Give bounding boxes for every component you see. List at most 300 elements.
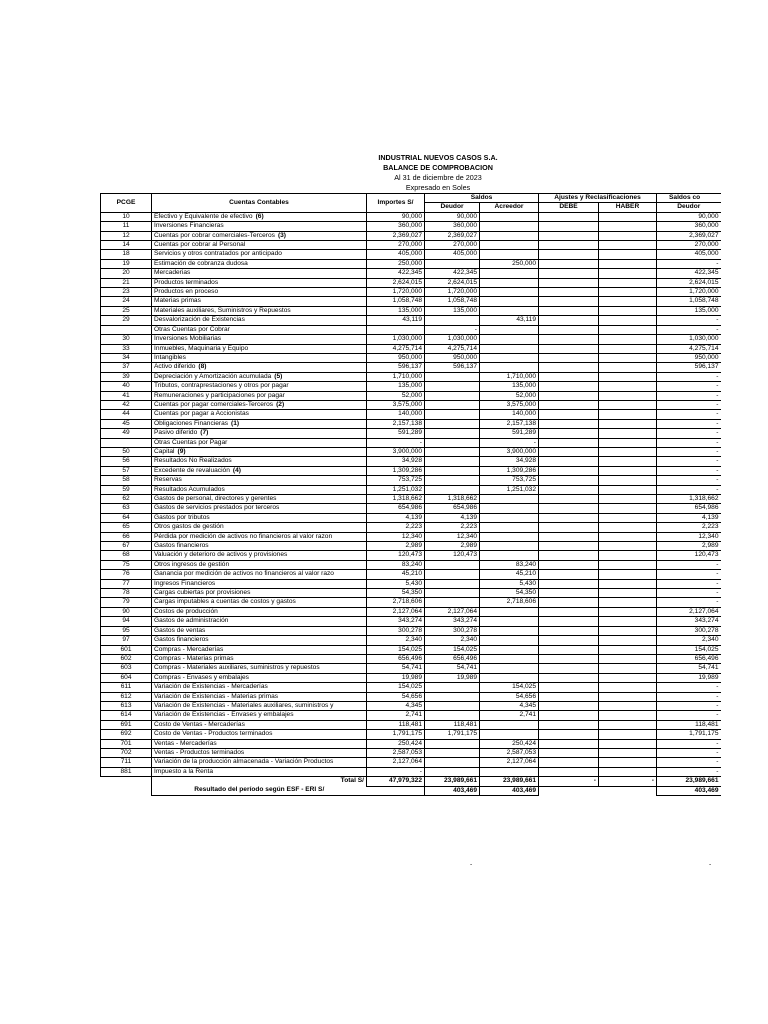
importe: 2,127,064 (367, 758, 425, 767)
saldo-final: - (657, 692, 721, 701)
saldo-final: 2,127,064 (657, 607, 721, 616)
ajuste-haber (599, 673, 657, 682)
saldo-final: - (657, 476, 721, 485)
ajuste-debe (539, 269, 599, 278)
saldo-acreedor (480, 212, 539, 221)
ajuste-debe (539, 739, 599, 748)
importe: 120,473 (367, 551, 425, 560)
table-row (101, 579, 721, 588)
table-row (101, 438, 721, 447)
saldo-deudor: 656,496 (425, 654, 480, 663)
pcge-code: 612 (101, 692, 152, 701)
saldo-acreedor (480, 607, 539, 616)
account-name (152, 711, 367, 720)
saldo-final: - (657, 391, 721, 400)
account-name-text: Estimación de cobranza dudosa (154, 259, 248, 267)
ajuste-debe (539, 683, 599, 692)
ajuste-debe (539, 711, 599, 720)
saldo-acreedor (480, 720, 539, 729)
saldo-acreedor: 83,240 (480, 560, 539, 569)
saldo-deudor: 1,720,000 (425, 288, 480, 297)
account-name (152, 748, 367, 757)
ajuste-debe (539, 353, 599, 362)
report-titles (300, 153, 576, 193)
table-row (101, 551, 721, 560)
account-name (152, 391, 367, 400)
importe: 52,000 (367, 391, 425, 400)
note-ref: (1) (231, 419, 240, 427)
ajuste-debe (539, 297, 599, 306)
ajuste-debe (539, 306, 599, 315)
importe: 45,210 (367, 570, 425, 579)
saldo-deudor: 54,741 (425, 664, 480, 673)
table-row (101, 325, 721, 334)
account-name-text: Efectivo y Equivalente de efectivo (154, 212, 253, 220)
ajuste-haber (599, 617, 657, 626)
result-empty-2 (367, 786, 425, 795)
saldo-deudor: 2,127,064 (425, 607, 480, 616)
table-row (101, 306, 721, 315)
saldo-deudor (425, 372, 480, 381)
ajuste-haber (599, 532, 657, 541)
saldo-acreedor: 1,251,032 (480, 485, 539, 494)
importe: 950,000 (367, 353, 425, 362)
account-name-text: Cuentas por cobrar al Personal (154, 241, 246, 249)
saldo-acreedor: 2,157,138 (480, 419, 539, 428)
account-name (152, 560, 367, 569)
saldo-deudor (425, 476, 480, 485)
saldo-acreedor (480, 335, 539, 344)
ajuste-debe (539, 560, 599, 569)
account-name (152, 410, 367, 419)
importe: 12,340 (367, 532, 425, 541)
table-body (101, 212, 721, 776)
saldo-acreedor (480, 730, 539, 739)
importe: 54,350 (367, 589, 425, 598)
ajuste-debe (539, 400, 599, 409)
account-name (152, 720, 367, 729)
totals-label: Total S/ (152, 777, 367, 786)
importe: 1,030,000 (367, 335, 425, 344)
account-name-text: Valuación y deterioro de activos y provisiones (154, 551, 288, 559)
account-name (152, 269, 367, 278)
account-name (152, 513, 367, 522)
table-row (101, 560, 721, 569)
table-row (101, 720, 721, 729)
saldo-final: 360,000 (657, 222, 721, 231)
saldo-deudor (425, 457, 480, 466)
saldo-deudor (425, 683, 480, 692)
saldo-deudor (425, 382, 480, 391)
saldo-deudor (425, 560, 480, 569)
ajuste-debe (539, 476, 599, 485)
account-name-text: Desvalorización de Existencias (154, 316, 245, 324)
saldo-deudor (425, 579, 480, 588)
ajuste-haber (599, 701, 657, 710)
note-ref: (4) (232, 466, 241, 474)
account-name-text: Costo de Ventas - Mercaderías (154, 720, 245, 728)
pcge-code: 692 (101, 730, 152, 739)
account-name-text: Cargas cubiertas por provisiones (154, 589, 251, 597)
ajuste-haber (599, 335, 657, 344)
table-row (101, 767, 721, 776)
saldo-acreedor (480, 250, 539, 259)
saldo-final: - (657, 438, 721, 447)
saldo-acreedor: 591,289 (480, 429, 539, 438)
table-row (101, 748, 721, 757)
importe: 2,369,027 (367, 231, 425, 240)
saldo-deudor (425, 316, 480, 325)
account-name-text: Compras - Envases y embalajes (154, 673, 249, 681)
ajuste-haber (599, 419, 657, 428)
account-name (152, 758, 367, 767)
saldo-acreedor: 2,741 (480, 711, 539, 720)
saldo-deudor (425, 767, 480, 776)
account-name-text: Tributos, contraprestaciones y otros por pagar (154, 382, 289, 390)
saldo-final: 270,000 (657, 241, 721, 250)
saldo-final: 19,989 (657, 673, 721, 682)
importe: - (367, 438, 425, 447)
account-name-text: Gastos de administración (154, 617, 229, 625)
table-row (101, 673, 721, 682)
col-saldos: Saldos (425, 194, 539, 203)
saldo-deudor (425, 447, 480, 456)
importe: 135,000 (367, 306, 425, 315)
saldo-final: 405,000 (657, 250, 721, 259)
ajuste-haber (599, 711, 657, 720)
account-name (152, 353, 367, 362)
account-name (152, 344, 367, 353)
report-date: Al 31 de diciembre de 2023 (394, 173, 482, 182)
saldo-acreedor: 2,587,053 (480, 748, 539, 757)
table-row (101, 589, 721, 598)
account-name (152, 767, 367, 776)
importe: 2,741 (367, 711, 425, 720)
pcge-code: 39 (101, 372, 152, 381)
saldo-final: - (657, 598, 721, 607)
saldo-acreedor: 34,928 (480, 457, 539, 466)
saldo-deudor: 422,345 (425, 269, 480, 278)
totals-acreedor: 23,989,661 (480, 777, 539, 786)
importe: 405,000 (367, 250, 425, 259)
account-name (152, 476, 367, 485)
account-name (152, 664, 367, 673)
ajuste-haber (599, 523, 657, 532)
ajuste-haber (599, 316, 657, 325)
pcge-code: 24 (101, 297, 152, 306)
ajuste-haber (599, 222, 657, 231)
ajuste-debe (539, 570, 599, 579)
ajuste-haber (599, 278, 657, 287)
account-name-text: Remuneraciones y participaciones por pagar (154, 391, 285, 399)
saldo-final: 154,025 (657, 645, 721, 654)
importe: 1,791,175 (367, 730, 425, 739)
account-name-text: Costo de Ventas - Productos terminados (154, 730, 273, 738)
table-row (101, 654, 721, 663)
account-name-text: Cargas imputables a cuentas de costos y gastos (154, 598, 296, 606)
pcge-code: 33 (101, 344, 152, 353)
pcge-code: 94 (101, 617, 152, 626)
pcge-code: 40 (101, 382, 152, 391)
ajuste-debe (539, 466, 599, 475)
pcge-code: 42 (101, 400, 152, 409)
importe: 591,289 (367, 429, 425, 438)
importe: 4,275,714 (367, 344, 425, 353)
table-row (101, 758, 721, 767)
saldo-deudor: - (425, 325, 480, 334)
pcge-code: 65 (101, 523, 152, 532)
ajuste-haber (599, 683, 657, 692)
account-name (152, 222, 367, 231)
saldo-deudor (425, 739, 480, 748)
saldo-final: - (657, 400, 721, 409)
account-name-text: Materiales auxiliares, Suministros y Repuestos (154, 306, 291, 314)
account-name (152, 363, 367, 372)
importe: 83,240 (367, 560, 425, 569)
ajuste-haber (599, 495, 657, 504)
saldo-final: 422,345 (657, 269, 721, 278)
saldo-acreedor: 43,119 (480, 316, 539, 325)
totals-empty (101, 777, 152, 786)
saldo-acreedor (480, 363, 539, 372)
saldo-acreedor (480, 673, 539, 682)
saldo-deudor: 90,000 (425, 212, 480, 221)
account-name-text: Variación de Existencias - Materiales auxiliares, suministros y (154, 701, 334, 709)
pcge-code: 19 (101, 259, 152, 268)
saldo-final: - (657, 316, 721, 325)
importe: 3,575,000 (367, 400, 425, 409)
saldo-acreedor (480, 231, 539, 240)
saldo-deudor: 2,624,015 (425, 278, 480, 287)
totals-debe: - (539, 777, 599, 786)
account-name-text: Gastos por tributos (154, 513, 210, 521)
table-row (101, 466, 721, 475)
pcge-code: 58 (101, 476, 152, 485)
saldo-deudor: 12,340 (425, 532, 480, 541)
ajuste-debe (539, 523, 599, 532)
table-row (101, 523, 721, 532)
ajuste-debe (539, 485, 599, 494)
below-dash-1: - (470, 861, 473, 868)
account-name-text: Ingresos Financieros (154, 579, 216, 587)
ajuste-debe (539, 598, 599, 607)
saldo-final: - (657, 325, 721, 334)
account-name (152, 447, 367, 456)
ajuste-haber (599, 466, 657, 475)
account-name-text: Variación de la producción almacenada - Variación Productos (154, 758, 334, 766)
saldo-deudor (425, 570, 480, 579)
pcge-code: 11 (101, 222, 152, 231)
trial-balance-table (100, 193, 721, 796)
ajuste-haber (599, 513, 657, 522)
pcge-code: 34 (101, 353, 152, 362)
importe: 19,989 (367, 673, 425, 682)
account-name (152, 485, 367, 494)
saldo-deudor: 19,989 (425, 673, 480, 682)
importe: 2,718,606 (367, 598, 425, 607)
ajuste-haber (599, 579, 657, 588)
account-name-text: Pasivo diferido (154, 429, 198, 437)
table-row (101, 400, 721, 409)
saldo-final: - (657, 259, 721, 268)
col-acreedor: Acreedor (480, 203, 539, 212)
ajuste-debe (539, 363, 599, 372)
ajuste-debe (539, 457, 599, 466)
ajuste-haber (599, 382, 657, 391)
ajuste-debe (539, 589, 599, 598)
saldo-final: 596,137 (657, 363, 721, 372)
importe: 1,720,000 (367, 288, 425, 297)
note-ref: (3) (277, 231, 286, 239)
account-name (152, 570, 367, 579)
ajuste-debe (539, 391, 599, 400)
table-row (101, 250, 721, 259)
ajuste-haber (599, 400, 657, 409)
account-name (152, 645, 367, 654)
account-name-text: Gastos de servicios prestados por terceros (154, 504, 280, 512)
totals-haber: - (599, 777, 657, 786)
saldo-deudor (425, 701, 480, 710)
table-row (101, 297, 721, 306)
saldo-deudor: 1,318,662 (425, 495, 480, 504)
ajuste-debe (539, 617, 599, 626)
col-pcge: PCGE (101, 194, 152, 213)
account-name-text: Resultados No Realizados (154, 457, 232, 465)
account-name (152, 607, 367, 616)
ajuste-haber (599, 306, 657, 315)
table-row (101, 542, 721, 551)
saldo-final: - (657, 457, 721, 466)
account-name (152, 673, 367, 682)
account-name-text: Depreciación y Amortización acumulada (154, 372, 272, 380)
table-row (101, 316, 721, 325)
account-name-text: Mercaderias (154, 269, 191, 277)
saldo-final: 654,986 (657, 504, 721, 513)
importe: 300,278 (367, 626, 425, 635)
ajuste-debe (539, 212, 599, 221)
ajuste-haber (599, 570, 657, 579)
importe: 135,000 (367, 382, 425, 391)
ajuste-debe (539, 579, 599, 588)
importe: 140,000 (367, 410, 425, 419)
saldo-acreedor: 3,900,000 (480, 447, 539, 456)
account-name (152, 325, 367, 334)
importe: 1,309,286 (367, 466, 425, 475)
pcge-code: 90 (101, 607, 152, 616)
account-name-text: Gastos financieros (154, 542, 209, 550)
saldo-final: 1,720,000 (657, 288, 721, 297)
account-name-text: Compras - Materias primas (154, 654, 234, 662)
totals-deudor: 23,989,661 (425, 777, 480, 786)
table-row (101, 457, 721, 466)
ajuste-debe (539, 504, 599, 513)
table-row (101, 513, 721, 522)
ajuste-haber (599, 269, 657, 278)
saldo-final: 343,274 (657, 617, 721, 626)
importe: 360,000 (367, 222, 425, 231)
account-name-text: Activo diferido (154, 363, 196, 371)
saldo-acreedor (480, 645, 539, 654)
saldo-acreedor (480, 532, 539, 541)
saldo-acreedor (480, 767, 539, 776)
saldo-deudor (425, 485, 480, 494)
importe: 1,318,662 (367, 495, 425, 504)
saldo-acreedor: 4,345 (480, 701, 539, 710)
importe: 422,345 (367, 269, 425, 278)
pcge-code: 79 (101, 598, 152, 607)
ajuste-debe (539, 288, 599, 297)
saldo-final: 300,278 (657, 626, 721, 635)
ajuste-haber (599, 664, 657, 673)
saldo-deudor: 154,025 (425, 645, 480, 654)
pcge-code: 41 (101, 391, 152, 400)
saldo-final: - (657, 683, 721, 692)
note-ref: (5) (274, 372, 283, 380)
importe: 2,587,053 (367, 748, 425, 757)
table-row (101, 212, 721, 221)
account-name-text: Excedente de revaluación (154, 466, 230, 474)
saldo-deudor (425, 410, 480, 419)
account-name (152, 212, 367, 221)
saldo-final: 2,624,015 (657, 278, 721, 287)
saldo-acreedor (480, 297, 539, 306)
account-name-text: Variación de Existencias - Mercaderías (154, 683, 268, 691)
table-row (101, 372, 721, 381)
ajuste-haber (599, 504, 657, 513)
result-empty-3 (539, 786, 599, 795)
saldo-final: 1,318,662 (657, 495, 721, 504)
pcge-code: 63 (101, 504, 152, 513)
saldo-acreedor (480, 636, 539, 645)
account-name (152, 372, 367, 381)
ajuste-debe (539, 701, 599, 710)
account-name-text: Otras Cuentas por Cobrar (154, 325, 230, 333)
report-currency: Expresado en Soles (405, 183, 471, 192)
saldo-final: - (657, 382, 721, 391)
saldo-final: 950,000 (657, 353, 721, 362)
saldo-final: - (657, 701, 721, 710)
saldo-deudor (425, 400, 480, 409)
ajuste-haber (599, 607, 657, 616)
saldo-final: - (657, 466, 721, 475)
pcge-code: 59 (101, 485, 152, 494)
ajuste-debe (539, 513, 599, 522)
saldo-acreedor (480, 542, 539, 551)
col-debe: DEBE (539, 203, 599, 212)
col-deudor: Deudor (425, 203, 480, 212)
ajuste-debe (539, 654, 599, 663)
ajuste-debe (539, 335, 599, 344)
saldo-deudor: 1,791,175 (425, 730, 480, 739)
importe: 250,000 (367, 259, 425, 268)
ajuste-haber (599, 589, 657, 598)
pcge-code: 68 (101, 551, 152, 560)
ajuste-haber (599, 758, 657, 767)
table-row (101, 664, 721, 673)
account-name-text: Cuentas por pagar comerciales-Terceros (154, 400, 274, 408)
pcge-code: 602 (101, 654, 152, 663)
importe: 2,624,015 (367, 278, 425, 287)
totals-saldo: 23,989,661 (657, 777, 721, 786)
account-name-text: Servicios y otros contratados por anticipado (154, 250, 282, 258)
result-saldo: 403,469 (657, 786, 721, 795)
col-deudor-2: Deudor (657, 203, 721, 212)
saldo-deudor: 270,000 (425, 241, 480, 250)
pcge-code: 78 (101, 589, 152, 598)
ajuste-haber (599, 250, 657, 259)
ajuste-haber (599, 542, 657, 551)
ajuste-debe (539, 316, 599, 325)
